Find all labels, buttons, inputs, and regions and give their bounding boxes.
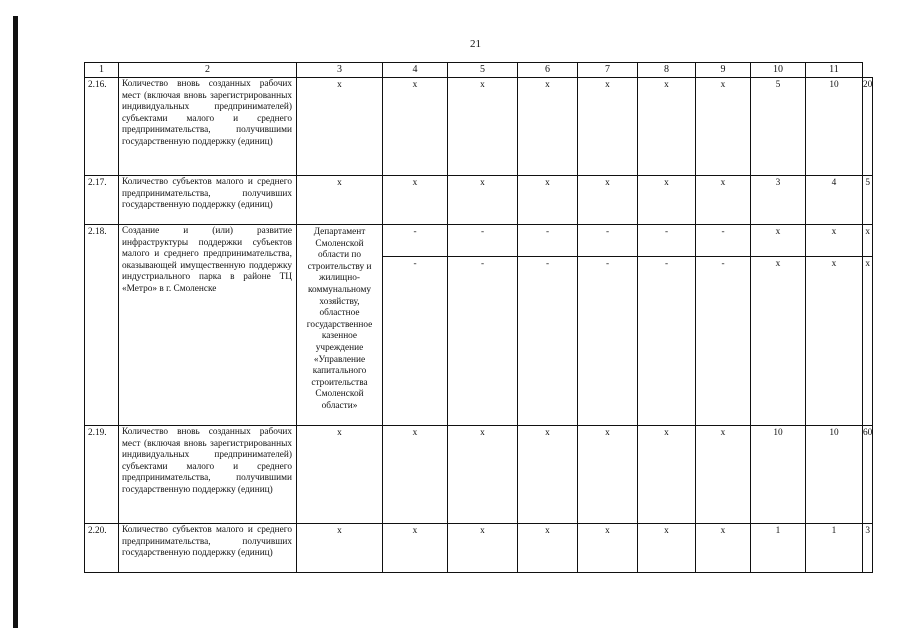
- value-cell: 3: [863, 524, 873, 573]
- value-cell: x: [696, 426, 751, 524]
- value-cell: x: [518, 426, 578, 524]
- header-cell: 6: [518, 63, 578, 78]
- value-cell-split: [578, 225, 638, 426]
- value-cell-split: [806, 225, 863, 426]
- value-bottom: -: [413, 259, 417, 269]
- value-cell: x: [383, 524, 448, 573]
- value-bottom: -: [721, 259, 725, 269]
- row-number: 2.17.: [85, 176, 119, 225]
- value-cell: 5: [863, 176, 873, 225]
- value-cell-split: [751, 225, 806, 426]
- value-cell: x: [448, 176, 518, 225]
- table-row: [85, 176, 873, 225]
- value-bottom: -: [480, 259, 485, 269]
- value-top: x: [806, 225, 862, 257]
- header-cell: 9: [696, 63, 751, 78]
- header-cell: 2: [119, 63, 297, 78]
- value-cell-split: [383, 225, 448, 426]
- header-cell: 8: [638, 63, 696, 78]
- value-bottom: -: [545, 259, 550, 269]
- header-cell: 4: [383, 63, 448, 78]
- value-cell: x: [383, 426, 448, 524]
- value-cell-split: [696, 225, 751, 426]
- value-cell: x: [578, 524, 638, 573]
- value-top: -: [696, 225, 750, 257]
- table-row: [85, 78, 873, 176]
- value-cell: x: [383, 176, 448, 225]
- value-cell: x: [448, 78, 518, 176]
- row-number: 2.19.: [85, 426, 119, 524]
- value-cell: x: [696, 78, 751, 176]
- value-cell: x: [518, 524, 578, 573]
- value-cell: x: [518, 78, 578, 176]
- value-top: -: [448, 225, 517, 257]
- table-row: [85, 426, 873, 524]
- row-department: x: [297, 176, 383, 225]
- row-department: x: [297, 524, 383, 573]
- row-number: 2.20.: [85, 524, 119, 573]
- value-cell: x: [696, 524, 751, 573]
- header-cell: 5: [448, 63, 518, 78]
- scan-edge-bar: [13, 16, 18, 628]
- value-cell: x: [448, 524, 518, 573]
- value-cell: x: [638, 176, 696, 225]
- value-cell: 5: [751, 78, 806, 176]
- value-top: -: [518, 225, 577, 257]
- header-cell: 11: [806, 63, 863, 78]
- row-number: 2.18.: [85, 225, 119, 426]
- row-description: Количество субъектов малого и среднего предпринимательства, получивших государственную поддержку (единиц): [119, 524, 297, 573]
- value-bottom: -: [664, 259, 669, 269]
- value-cell: 4: [806, 176, 863, 225]
- row-department: Департамент Смоленской области по строительству и жилищно-коммунальному хозяйству, областное государственное казенное учреждение «Управление капитального строительства Смоленской области»: [297, 225, 383, 426]
- row-department: x: [297, 426, 383, 524]
- value-cell: 10: [806, 78, 863, 176]
- value-cell-split: [638, 225, 696, 426]
- table-row: [85, 225, 873, 426]
- row-number: 2.16.: [85, 78, 119, 176]
- value-cell-split: [518, 225, 578, 426]
- row-department: x: [297, 78, 383, 176]
- value-cell: 60: [863, 426, 873, 524]
- value-bottom: x: [831, 259, 837, 269]
- header-cell: 1: [85, 63, 119, 78]
- value-cell: x: [578, 426, 638, 524]
- row-description: Создание и (или) развитие инфраструктуры поддержки субъектов малого и среднего предпринимательства, оказывающей имущественную поддержку индустриального парка в районе ТЦ «Метро» в г. Смоленске: [119, 225, 297, 426]
- value-top: x: [751, 225, 805, 257]
- value-cell: x: [638, 524, 696, 573]
- row-description: Количество вновь созданных рабочих мест (включая вновь зарегистрированных индивидуальных предпринимателей) субъектами малого и среднего предпринимательства, получившими государственную поддержку (единиц): [119, 78, 297, 176]
- header-cell: 10: [751, 63, 806, 78]
- value-bottom: x: [865, 259, 870, 269]
- value-bottom: -: [605, 259, 610, 269]
- value-bottom: x: [775, 259, 781, 269]
- value-cell: 1: [806, 524, 863, 573]
- value-cell: x: [448, 426, 518, 524]
- value-cell: 1: [751, 524, 806, 573]
- page-number: 21: [470, 38, 481, 50]
- value-cell: x: [638, 78, 696, 176]
- value-cell: x: [696, 176, 751, 225]
- header-row: [85, 63, 873, 78]
- value-cell: x: [638, 426, 696, 524]
- header-cell: 7: [578, 63, 638, 78]
- row-description: Количество вновь созданных рабочих мест (включая вновь зарегистрированных индивидуальных предпринимателей) субъектами малого и среднего предпринимательства, получившими государственную поддержку (единиц): [119, 426, 297, 524]
- value-cell: x: [578, 176, 638, 225]
- value-top: x: [863, 225, 872, 257]
- value-cell: 10: [751, 426, 806, 524]
- header-cell: 3: [297, 63, 383, 78]
- value-top: -: [638, 225, 695, 257]
- value-cell: x: [518, 176, 578, 225]
- value-top: -: [383, 225, 447, 257]
- row-description: Количество субъектов малого и среднего предпринимательства, получивших государственную поддержку (единиц): [119, 176, 297, 225]
- value-cell: 10: [806, 426, 863, 524]
- value-cell: 3: [751, 176, 806, 225]
- value-top: -: [578, 225, 637, 257]
- value-cell-split: [448, 225, 518, 426]
- value-cell-split: [863, 225, 873, 426]
- value-cell: x: [578, 78, 638, 176]
- table-row: [85, 524, 873, 573]
- data-table: [84, 62, 873, 573]
- value-cell: x: [383, 78, 448, 176]
- value-cell: 20: [863, 78, 873, 176]
